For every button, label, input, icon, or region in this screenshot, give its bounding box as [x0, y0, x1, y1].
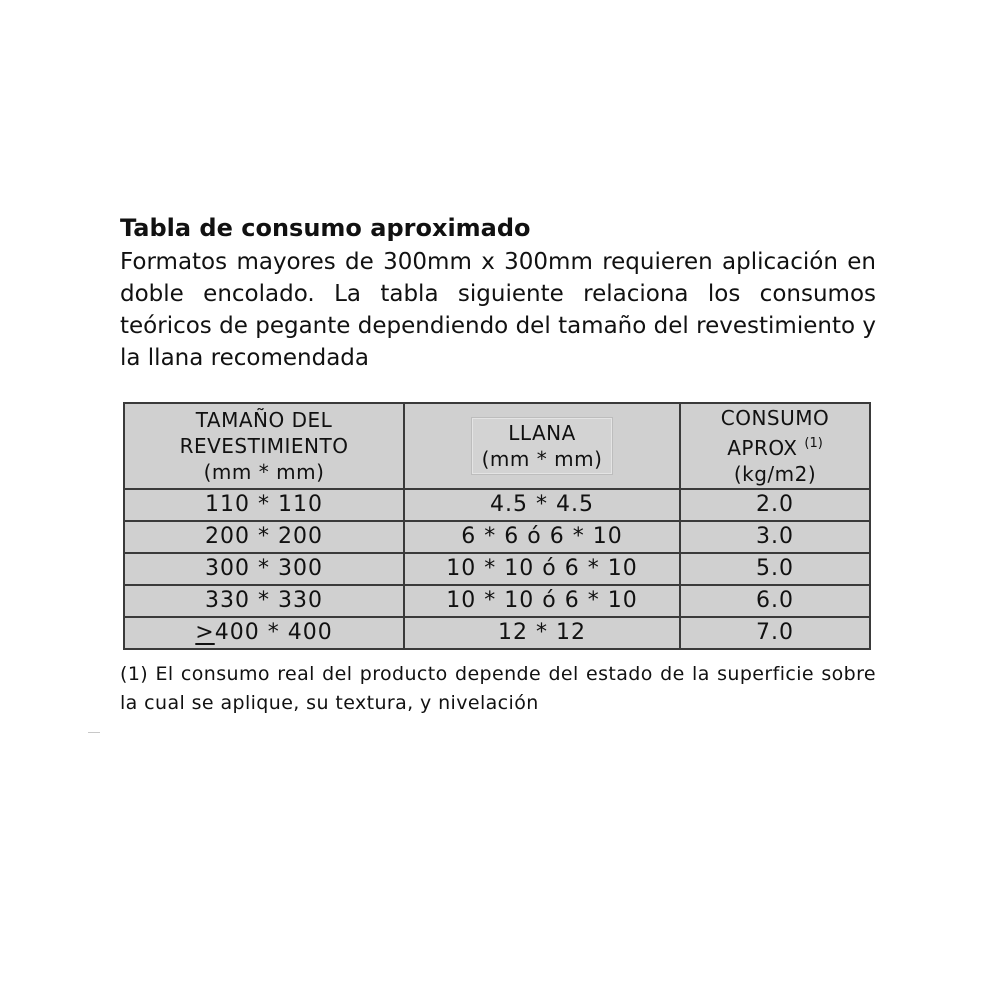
- header-trowel: [404, 403, 680, 489]
- consumption-table: [123, 402, 871, 650]
- table-footnote: (1) El consumo real del producto depende del estado de la superficie sobre la cual se aplique, su textura, y nivelación: [120, 663, 876, 714]
- table-row: [124, 553, 870, 585]
- document-title: Tabla de consumo aproximado: [120, 214, 531, 242]
- size-value: 400 * 400: [214, 620, 333, 645]
- header-trowel-box: [471, 417, 614, 475]
- size-value: 200 * 200: [205, 524, 323, 549]
- header-size-line2: REVESTIMIENTO: [179, 434, 349, 458]
- header-llana-line2: (mm * mm): [481, 447, 603, 471]
- scan-artifact: [88, 732, 100, 733]
- header-consumo-line3: (kg/m2): [733, 462, 817, 486]
- size-value: 110 * 110: [205, 492, 323, 517]
- table-row: [124, 617, 870, 649]
- table-header-row: [124, 403, 870, 489]
- cell-consumption: 6.0: [680, 585, 870, 617]
- consumption-table-container: [123, 402, 871, 650]
- cell-size: [124, 521, 404, 553]
- cell-trowel: 10 * 10 ó 6 * 10: [404, 585, 680, 617]
- cell-size: [124, 489, 404, 521]
- header-tile-size: [124, 403, 404, 489]
- header-consumo-line1: CONSUMO: [720, 406, 830, 430]
- header-size-line1: TAMAÑO DEL: [195, 408, 333, 432]
- header-consumption: [680, 403, 870, 489]
- cell-size: [124, 585, 404, 617]
- footnote-reference: (1): [804, 436, 823, 451]
- cell-consumption: 5.0: [680, 553, 870, 585]
- cell-trowel: 6 * 6 ó 6 * 10: [404, 521, 680, 553]
- table-row: [124, 489, 870, 521]
- cell-trowel: 12 * 12: [404, 617, 680, 649]
- header-consumo-line2-wrap: [681, 431, 869, 461]
- cell-size: [124, 553, 404, 585]
- table-row: [124, 521, 870, 553]
- size-value: 300 * 300: [205, 556, 323, 581]
- cell-size: [124, 617, 404, 649]
- cell-consumption: 2.0: [680, 489, 870, 521]
- cell-consumption: 3.0: [680, 521, 870, 553]
- cell-trowel: 4.5 * 4.5: [404, 489, 680, 521]
- cell-consumption: 7.0: [680, 617, 870, 649]
- header-consumo-line2: APROX: [727, 436, 798, 460]
- header-llana-line1: LLANA: [508, 421, 576, 445]
- size-value: 330 * 330: [205, 588, 323, 613]
- cell-trowel: 10 * 10 ó 6 * 10: [404, 553, 680, 585]
- size-prefix: >: [195, 620, 215, 645]
- intro-paragraph: Formatos mayores de 300mm x 300mm requieren aplicación en doble encolado. La tabla siguiente relaciona los consumos teóricos de pegante dependiendo del tamaño del revestimiento y la llana recomendada: [120, 249, 876, 371]
- header-size-line3: (mm * mm): [203, 460, 325, 484]
- table-row: [124, 585, 870, 617]
